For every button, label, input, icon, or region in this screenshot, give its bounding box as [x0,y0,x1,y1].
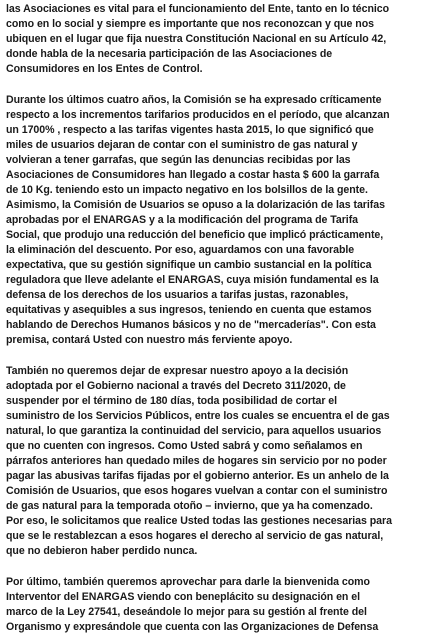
text-line: suministro de los Servicios Públicos, entre los cuales se encuentra el de gas [6,410,390,422]
paragraph-bienvenida-interventor [6,575,426,635]
paragraph-asociaciones [6,2,426,77]
text-line: que no cuenten con ingresos. Como Usted sabrá y como señalamos en [6,440,363,452]
text-line: También no queremos dejar de expresar nuestro apoyo a la decisión [6,365,349,377]
text-line: reguladora que lleve adelante el ENARGAS, cuya misión fundamental es la [6,274,379,286]
paragraph-incrementos-tarifarios [6,93,426,348]
text-line: respecto a los incrementos tarifarios producidos en el período, que alcanzan [6,109,390,121]
text-line: donde habla de la necesaria participación de las Asociaciones de [6,48,333,60]
text-line: adoptada por el Gobierno nacional a través del Decreto 311/2020, de [6,380,346,392]
text-line: Asociaciones de Consumidores han llegado a costar hasta $ 600 la garrafa [6,169,380,181]
text-line: un 1700% , respecto a las tarifas vigentes hasta 2015, lo que significó que [6,124,374,136]
text-line: premisa, contará Usted con nuestro más ferviente apoyo. [6,334,293,346]
text-line: Consumidores en los Entes de Control. [6,63,203,75]
text-line: hablando de Derechos Humanos básicos y no de "mercaderías". Con esta [6,319,376,331]
text-line: aprobadas por el ENARGAS y a la modificación del programa de Tarifa [6,214,359,226]
text-line: Por último, también queremos aprovechar para darle la bienvenida como [6,576,370,588]
text-line: de 10 Kg. teniendo esto un impacto negativo en los bolsillos de la gente. [6,184,368,196]
text-line: marco de la Ley 27541, deseándole lo mejor para su gestión al frente del [6,606,367,618]
text-line: defensa de los derechos de los usuarios a tarifas justas, razonables, [6,289,349,301]
text-line: ubiquen en el lugar que fija nuestra Constitución Nacional en su Artículo 42, [6,33,387,45]
text-line: pagar las abusivas tarifas fijadas por el gobierno anterior. Es un anhelo de la [6,470,389,482]
paragraph-decreto-311 [6,364,426,559]
text-line: volvieran a tener garrafas, que según las denuncias recibidas por las [6,154,351,166]
text-line: expectativa, que su gestión signifique un cambio sustancial en la política [6,259,372,271]
text-line: que se le restablezcan a esos hogares el derecho al servicio de gas natural, [6,530,384,542]
text-line: Comisión de Usuarios, que esos hogares vuelvan a contar con el suministro [6,485,388,497]
text-line: párrafos anteriores han quedado miles de hogares sin servicio por no poder [6,455,387,467]
text-line: Interventor del ENARGAS viendo con beneplácito su designación en el [6,591,360,603]
text-line: la eliminación del descuento. Por eso, aguardamos con una favorable [6,244,355,256]
text-line: Por eso, le solicitamos que realice Usted todas las gestiones necesarias para [6,515,392,527]
text-line: miles de usuarios dejaran de contar con el suministro de gas natural y [6,139,358,151]
text-line: suspender por el término de 180 días, toda posibilidad de cortar el [6,395,338,407]
text-line: que no debieron haber perdido nunca. [6,545,198,557]
text-line: Organismo y expresándole que cuenta con las Organizaciones de Defensa [6,621,379,633]
text-line: Asimismo, la Comisión de Usuarios se opuso a la dolarización de las tarifas [6,199,385,211]
text-line: Durante los últimos cuatro años, la Comisión se ha expresado críticamente [6,94,382,106]
text-line: como en lo social y siempre es importante que nos reconozcan y que nos [6,18,374,30]
text-line: natural, lo que garantiza la continuidad del servicio, para aquellos usuarios [6,425,382,437]
text-line: Social, que produjo una reducción del beneficio que implicó prácticamente, [6,229,384,241]
text-line: equitativas y asequibles a sus ingresos, teniendo en cuenta que estamos [6,304,372,316]
text-line: de gas natural para la temporada otoño – invierno, que ya ha comenzado. [6,500,373,512]
text-line: las Asociaciones es vital para el funcionamiento del Ente, tanto en lo técnico [6,3,390,15]
document-body [6,2,426,635]
